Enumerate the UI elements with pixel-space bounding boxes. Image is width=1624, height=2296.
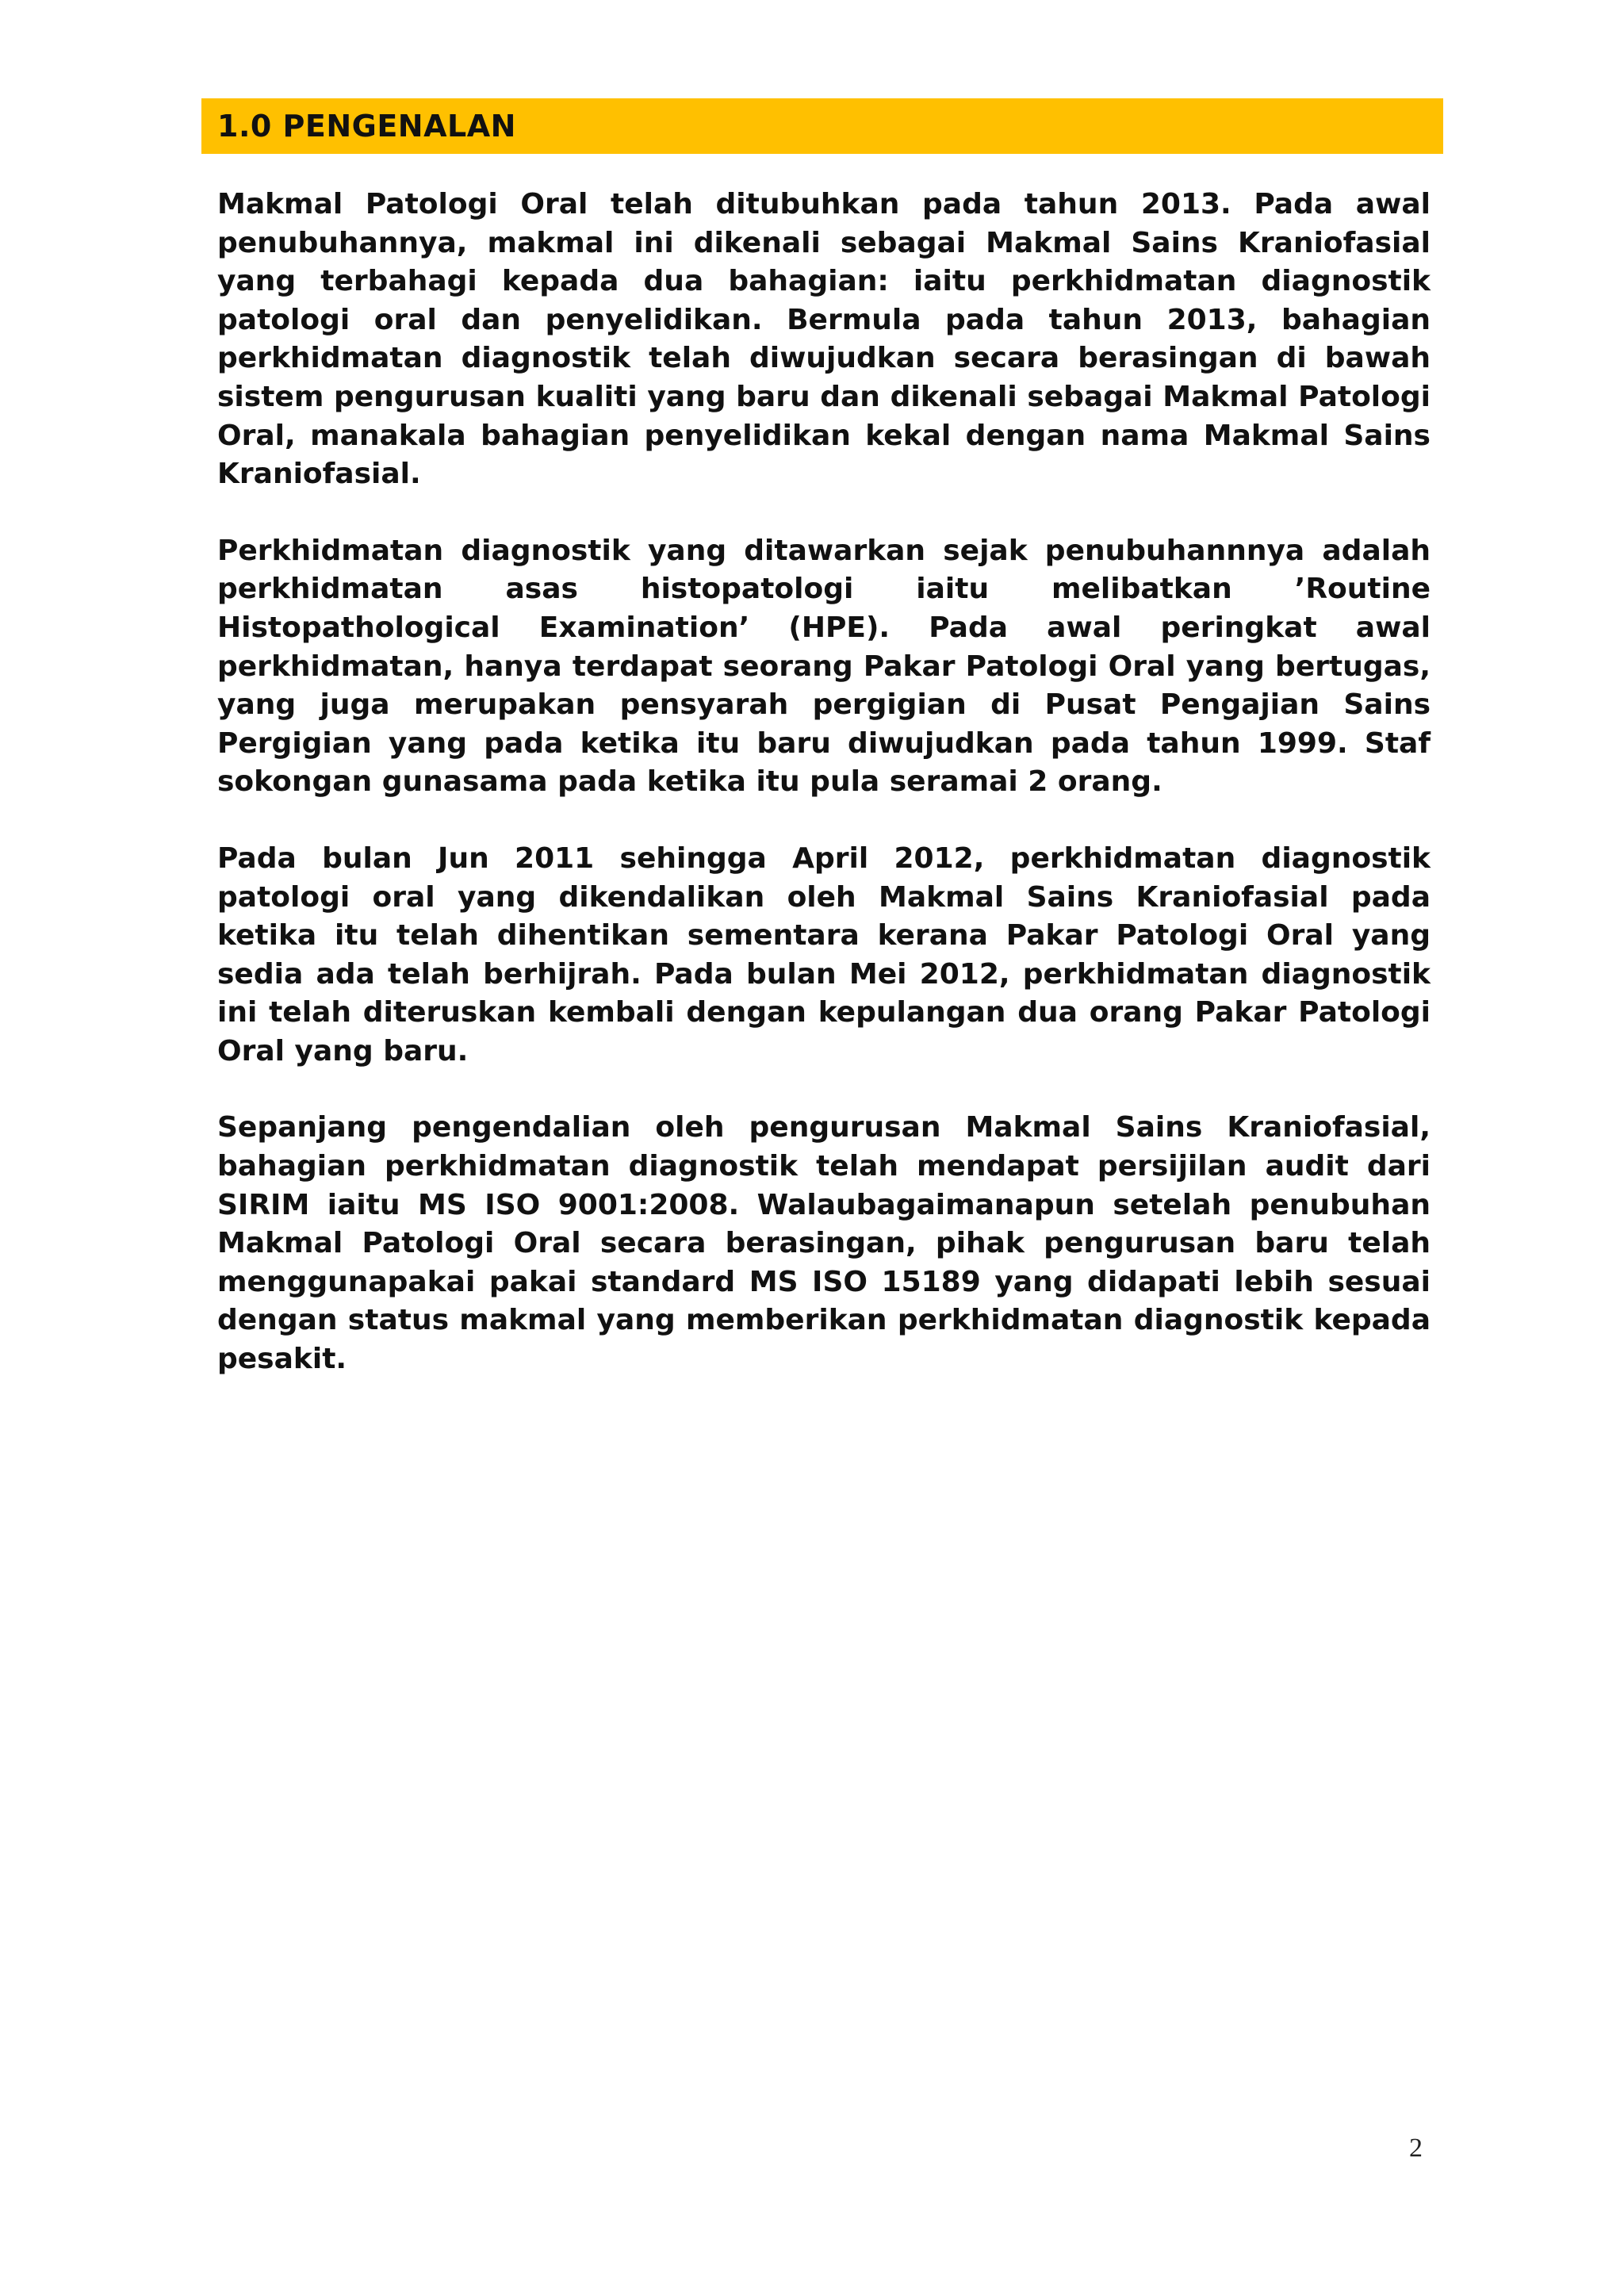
body-text xyxy=(217,186,1431,1417)
paragraph-4: Sepanjang pengendalian oleh pengurusan Makmal Sains Kraniofasial, bahagian perkhidmatan diagnostik telah mendapat persijilan audit dari SIRIM iaitu MS ISO 9001:2008. Walaubagaimanapun setelah penubuhan Makmal Patologi Oral secara berasingan, pihak pengurusan baru telah menggunapakai pakai standard MS ISO 15189 yang didapati lebih sesuai dengan status makmal yang memberikan perkhidmatan diagnostik kepada pesakit. xyxy=(217,1111,1431,1376)
paragraph-3: Pada bulan Jun 2011 sehingga April 2012, perkhidmatan diagnostik patologi oral yang dikendalikan oleh Makmal Sains Kraniofasial pada ketika itu telah dihentikan sementara kerana Pakar Patologi Oral yang sedia ada telah berhijrah. Pada bulan Mei 2012, perkhidmatan diagnostik ini telah diteruskan kembali dengan kepulangan dua orang Pakar Patologi Oral yang baru. xyxy=(217,841,1431,1068)
section-heading: 1.0 PENGENALAN xyxy=(217,109,516,144)
paragraph-1: Makmal Patologi Oral telah ditubuhkan pada tahun 2013. Pada awal penubuhannya, makmal ini dikenali sebagai Makmal Sains Kraniofasial yang terbahagi kepada dua bahagian: iaitu perkhidmatan diagnostik patologi oral dan penyelidikan. Bermula pada tahun 2013, bahagian perkhidmatan diagnostik telah diwujudkan secara berasingan di bawah sistem pengurusan kualiti yang baru dan dikenali sebagai Makmal Patologi Oral, manakala bahagian penyelidikan kekal dengan nama Makmal Sains Kraniofasial. xyxy=(217,188,1431,491)
page-number: 2 xyxy=(1409,2133,1423,2163)
section-heading-bar xyxy=(201,98,1443,154)
paragraph-2: Perkhidmatan diagnostik yang ditawarkan sejak penubuhannnya adalah perkhidmatan asas histopatologi iaitu melibatkan ’Routine Histopathological Examination’ (HPE). Pada awal peringkat awal perkhidmatan, hanya terdapat seorang Pakar Patologi Oral yang bertugas, yang juga merupakan pensyarah pergigian di Pusat Pengajian Sains Pergigian yang pada ketika itu baru diwujudkan pada tahun 1999. Staf sokongan gunasama pada ketika itu pula seramai 2 orang. xyxy=(217,534,1431,799)
